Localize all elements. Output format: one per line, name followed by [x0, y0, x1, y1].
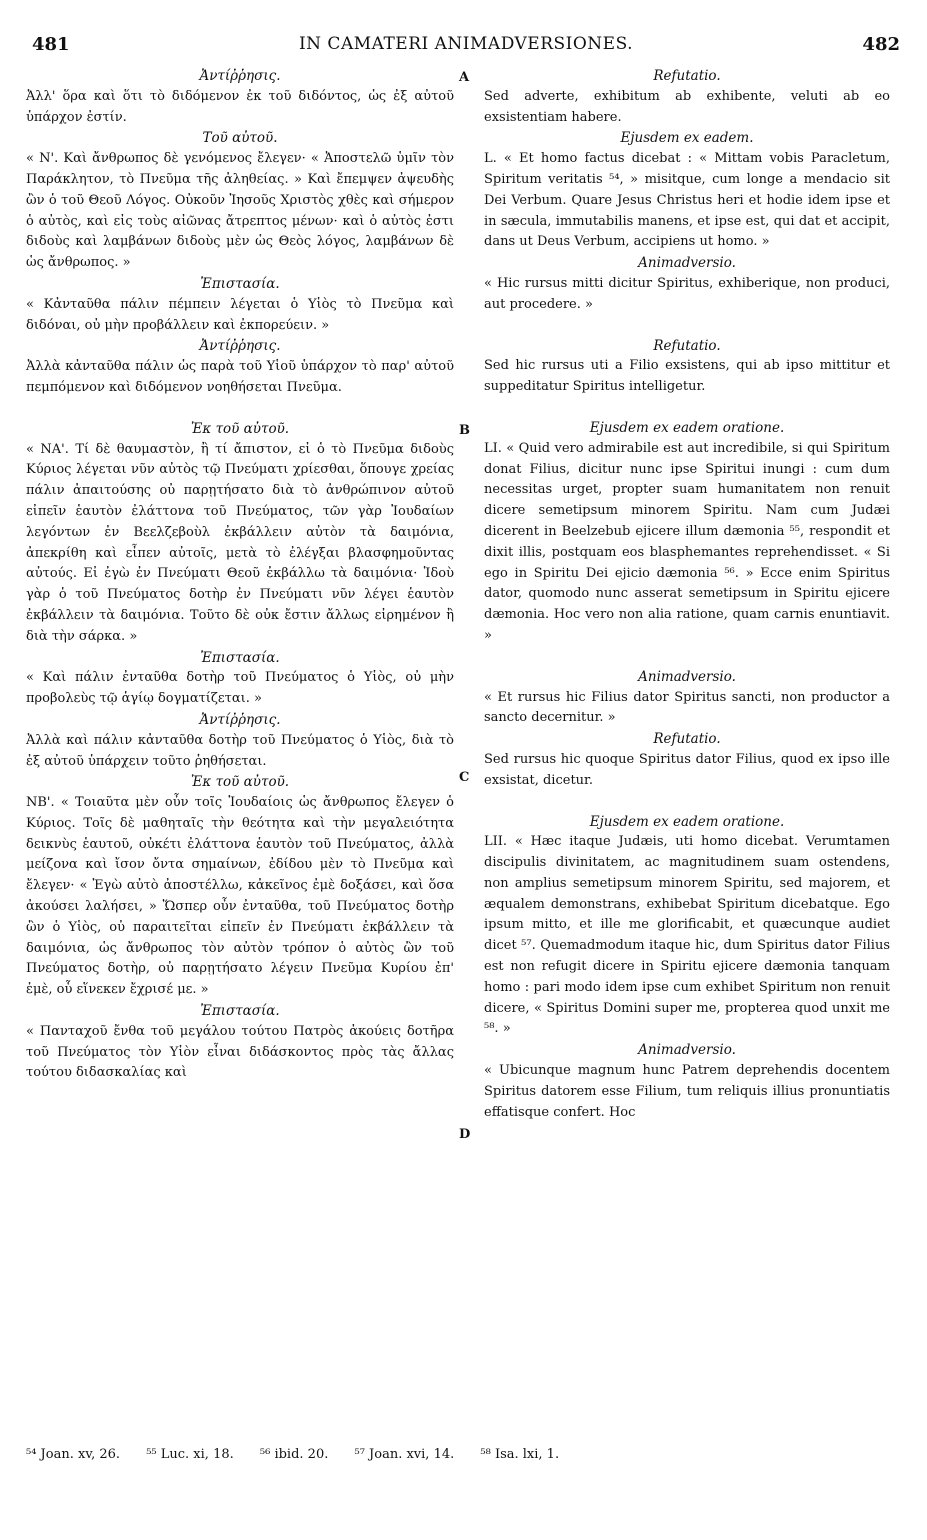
- section-heading: Ἀντίῤῥησις.: [199, 711, 281, 728]
- margin-letter-a: A: [459, 70, 470, 85]
- section-heading: Ἐπιστασία.: [200, 275, 280, 292]
- section-heading: Animadversio.: [638, 668, 736, 685]
- section-heading: Τοῦ αὐτοῦ.: [202, 130, 278, 147]
- paragraph: « Ubicunque magnum hunc Patrem deprehendis docentem Spiritus datorem esse Filium, tum reliquis illius pronuntiatis effatisque confert. Hoc: [484, 1063, 890, 1120]
- paragraph: L. « Et homo factus dicebat : « Mittam vobis Paracletum, Spiritum veritatis ⁵⁴, » misitque, cum longe a mendacio sit Dei Verbum. Quare Jesus Christus heri et hodie idem ipse et in sæcula, immutabilis manens, et ipse est, qui dat et accipit, dans ut Deus Verbum, accipiens ut homo. »: [484, 151, 890, 250]
- spacer: [484, 398, 890, 418]
- footnote: ⁵⁷ Joan. xvi, 14.: [354, 1447, 455, 1462]
- paragraph: Sed adverte, exhibitum ab exhibente, veluti ab eo exsistentiam habere.: [484, 88, 890, 125]
- section-heading: Animadversio.: [638, 255, 736, 272]
- section-heading: Animadversio.: [638, 1042, 736, 1059]
- paragraph: LII. « Hæc itaque Judæis, uti homo dicebat. Verumtamen discipulis divinitatem, ac magnitudinem suam ostendens, non amplius semetipsum minorem Spiritu, sed majorem, et æqualem demonstrans, exhibebat Spiritum dicebatque. Ego ipsum mitto, et ille me glorificabit, et quæcunque audiet dicet ⁵⁷. Quemadmodum itaque hic, dum Spiritus dator Filius est non refugit dicere in Spiritu ejicere dæmonia tanquam homo : pari modo idem ipse cum exhibet Spiritum non renuit dicere, « Spiritus Domini super me, propterea quod unxit me ⁵⁸. »: [484, 834, 890, 1037]
- footnote: ⁵⁶ ibid. 20.: [259, 1447, 329, 1462]
- section-heading: Ἀντίῤῥησις.: [199, 338, 281, 355]
- paragraph: « Et rursus hic Filius dator Spiritus sancti, non productor a sancto decernitur. »: [484, 689, 890, 726]
- paragraph: Ἀλλὰ καὶ πάλιν κἀνταῦθα δοτὴρ τοῦ Πνεύματος ὁ Υἱὸς, διὰ τὸ ἐξ αὐτοῦ ὑπάρχειν τοῦτο ῥηθήσεται.: [26, 732, 454, 769]
- section-heading: Refutatio.: [653, 337, 721, 354]
- running-title: IN CAMATERI ANIMADVERSIONES.: [298, 34, 634, 54]
- latin-column: [484, 66, 890, 1123]
- right-page-number: 482: [862, 34, 900, 55]
- paragraph: « Πανταχοῦ ἔνθα τοῦ μεγάλου τούτου Πατρὸς ἀκούεις δοτῆρα τοῦ Πνεύματος τὸν Υἱὸν εἶναι διδάσκοντος πρὸς τὰς ἄλλας τούτου διδασκαλίας καὶ: [26, 1023, 454, 1081]
- section-heading: Ἐπιστασία.: [200, 1003, 280, 1020]
- spacer: [484, 647, 890, 667]
- paragraph: « Ν'. Καὶ ἄνθρωπος δὲ γενόμενος ἔλεγεν· « Ἀποστελῶ ὑμῖν τὸν Παράκλητον, τὸ Πνεῦμα τῆς ἀληθείας. » Καὶ ἔπεμψεν ἀψευδὴς ὢν ὁ τοῦ Θεοῦ Λόγος. Οὐκοῦν Ἰησοῦς Χριστὸς χθὲς καὶ σήμερον ὁ αὐτὸς, καὶ εἰς τοὺς αἰῶνας ἄτρεπτος μένων· καὶ ὁ αὐτὸς ἐστι διδοὺς καὶ λαμβάνων διδοὺς μὲν ὡς Θεὸς λόγος, λαμβάνων δὲ ὡς ἄνθρωπος. »: [26, 151, 454, 271]
- paragraph: Sed hic rursus uti a Filio exsistens, qui ab ipso mittitur et suppeditatur Spiritus intelligetur.: [484, 358, 890, 395]
- margin-letter-c: C: [459, 770, 470, 785]
- section-heading: Ejusdem ex eadem.: [620, 130, 754, 147]
- paragraph: « Hic rursus mitti dicitur Spiritus, exhiberique, non produci, aut procedere. »: [484, 275, 890, 312]
- section-heading: Ἐκ τοῦ αὐτοῦ.: [190, 774, 290, 791]
- section-heading: Ἐκ τοῦ αὐτοῦ.: [190, 420, 290, 437]
- footnotes: [26, 1447, 896, 1462]
- spacer: [26, 399, 454, 419]
- section-heading: Ἀντίῤῥησις.: [199, 68, 281, 84]
- section-heading: Refutatio.: [653, 731, 721, 748]
- footnote: ⁵⁴ Joan. xv, 26.: [26, 1447, 121, 1462]
- paragraph: « Κἀνταῦθα πάλιν πέμπειν λέγεται ὁ Υἱὸς τὸ Πνεῦμα καὶ διδόναι, οὐ μὴν προβάλλειν καὶ ἐκπορεύειν. »: [26, 296, 454, 333]
- paragraph: « ΝΑ'. Τί δὲ θαυμαστὸν, ἢ τί ἄπιστον, εἰ ὁ τὸ Πνεῦμα διδοὺς Κύριος λέγεται νῦν αὐτὸς τῷ Πνεύματι χρίεσθαι, ὅπουγε χρείας πάλιν ἀπαιτούσης οὐ παρῃτήσατο διὰ τὸ ἀνθρώπινον αὐτοῦ εἰπεῖν ἑαυτὸν ἐλάττονα τοῦ Πνεύματος, τῶν γὰρ Ἰουδαίων λεγόντων ἐν Βεελζεβοὺλ ἐκβάλλειν αὐτὸν τὰ δαιμόνια, ἀπεκρίθη καὶ εἶπεν αὐτοῖς, μετὰ τὸ ἐλέγξαι βλασφημοῦντας αὐτούς. Εἰ ἐγὼ ἐν Πνεύματι Θεοῦ ἐκβάλλω τὰ δαιμόνια· Ἰδοὺ γὰρ ὁ τοῦ Πνεύματος δοτὴρ ἐν Πνεύματι νῦν λέγει ἑαυτὸν ἐκβάλλειν τὰ δαιμόνια. Τοῦτο δὲ οὐκ ἔστιν ἄλλως εἰρημένον ἢ διὰ τὴν σάρκα. »: [26, 441, 454, 644]
- paragraph: LI. « Quid vero admirabile est aut incredibile, si qui Spiritum donat Filius, dicitur nunc ipse Spiritui inungi : cum dum necessitas urget, propter suam humanitatem non renuit dicere semetipsum minorem Spiritu. Nam cum Judæi dicerent in Beelzebub ejicere illum dæmonia ⁵⁵, respondit et dixit illis, postquam eos blasphemantes reprehendisset. « Si ego in Spiritu Dei ejicio dæmonia ⁵⁶. » Ecce enim Spiritus dator, quomodo nunc asserat semetipsum in Spiritu ejicere dæmonia. Hoc vero non alia ratione, quam carnis enuntiavit. »: [484, 440, 890, 643]
- footnote: ⁵⁸ Isa. lxi, 1.: [480, 1447, 560, 1462]
- left-page-number: 481: [32, 34, 70, 55]
- spacer: [484, 792, 890, 812]
- running-header: [32, 34, 900, 58]
- paragraph: Ἀλλ' ὅρα καὶ ὅτι τὸ διδόμενον ἐκ τοῦ διδόντος, ὡς ἐξ αὐτοῦ ὑπάρχον ἐστίν.: [26, 88, 454, 125]
- section-heading: Ejusdem ex eadem oratione.: [589, 813, 785, 830]
- spacer: [484, 316, 890, 336]
- greek-column: [26, 66, 454, 1084]
- paragraph: Ἀλλὰ κἀνταῦθα πάλιν ὡς παρὰ τοῦ Υἱοῦ ὑπάρχον τὸ παρ' αὐτοῦ πεμπόμενον καὶ διδόμενον νοηθήσεται Πνεῦμα.: [26, 359, 454, 395]
- section-heading: Refutatio.: [653, 68, 721, 84]
- paragraph: ΝΒ'. « Τοιαῦτα μὲν οὖν τοῖς Ἰουδαίοις ὡς ἄνθρωπος ἔλεγεν ὁ Κύριος. Τοῖς δὲ μαθηταῖς τὴν θεότητα καὶ τὴν μεγαλειότητα δεικνὺς ἑαυτοῦ, οὐκέτι ἐλάττονα ἑαυτὸν τοῦ Πνεύματος, ἀλλὰ μείζονα καὶ ἴσον ὄντα σημαίνων, ἐδίδου μὲν τὸ Πνεῦμα καὶ ἔλεγεν· « Ἐγὼ αὐτὸ ἀποστέλλω, κἀκεῖνος ἐμὲ δοξάσει, καὶ ὅσα ἀκούσει λαλήσει, » Ὥσπερ οὖν ἐνταῦθα, τοῦ Πνεύματος δοτὴρ ὢν ὁ Υἱὸς, οὐ παραιτεῖται εἰπεῖν ἐν Πνεύματι ἐκβάλλειν τὰ δαιμόνια, ὡς ἄνθρωπος τὸν αὐτὸν τρόπον ὁ αὐτὸς ὢν τοῦ Πνεύματος δοτὴρ, οὐ παρῃτήσατο λέγειν Πνεῦμα Κυρίου ἐπ' ἐμὲ, οὗ εἵνεκεν ἔχρισέ με. »: [26, 795, 454, 998]
- section-heading: Ἐπιστασία.: [200, 649, 280, 666]
- margin-letter-d: D: [459, 1127, 471, 1142]
- paragraph: « Καὶ πάλιν ἐνταῦθα δοτὴρ τοῦ Πνεύματος ὁ Υἱὸς, οὐ μὴν προβολεὺς τῷ ἁγίῳ δογματίζεται. »: [26, 670, 454, 707]
- paragraph: Sed rursus hic quoque Spiritus dator Filius, quod ex ipso ille exsistat, dicetur.: [484, 751, 890, 788]
- footnote: ⁵⁵ Luc. xi, 18.: [146, 1447, 234, 1462]
- section-heading: Ejusdem ex eadem oratione.: [589, 419, 785, 436]
- margin-letter-b: B: [459, 423, 470, 438]
